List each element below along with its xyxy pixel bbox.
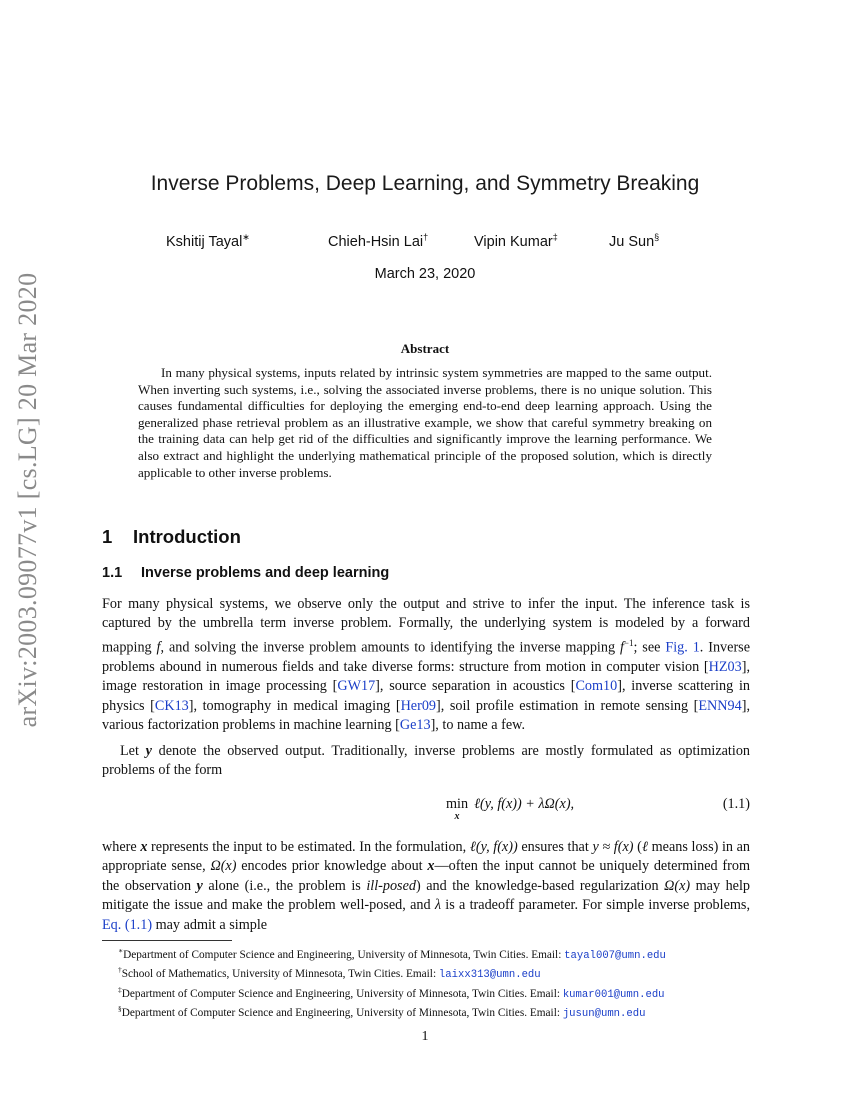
email-link[interactable]: jusun@umn.edu xyxy=(562,1007,646,1020)
text-run: alone (i.e., the problem is xyxy=(202,877,367,894)
arxiv-identifier: arXiv:2003.09077v1 [cs.LG] 20 Mar 2020 xyxy=(13,272,42,728)
citation-link[interactable]: HZ03 xyxy=(708,658,742,675)
equation-number: (1.1) xyxy=(722,796,750,812)
text-run: ], soil profile estimation in remote sensing [ xyxy=(436,697,699,714)
min-label: min xyxy=(446,796,469,812)
footnote-mark: § xyxy=(118,1004,122,1014)
author-mark: † xyxy=(423,232,429,242)
math-exponent: −1 xyxy=(623,637,634,648)
footnote-mark: ∗ xyxy=(118,946,124,955)
equation-body: ℓ(y, f(x)) + λΩ(x), xyxy=(474,796,575,812)
text-run: —often the input cannot be uniquely determined from the observation xyxy=(102,858,750,894)
math-omega: Ω(x) xyxy=(210,858,237,875)
footnote-mark: † xyxy=(118,965,122,975)
footnote-text: School of Mathematics, University of Minnesota, Twin Cities. Email: xyxy=(121,968,439,981)
min-operator xyxy=(446,796,468,821)
author-list xyxy=(166,232,686,252)
paragraph-intro xyxy=(102,595,750,736)
figure-reference-link[interactable]: Fig. 1 xyxy=(665,639,700,656)
author-1 xyxy=(166,232,250,250)
author-4 xyxy=(609,232,659,250)
text-run: is a tradeoff parameter. For simple inverse problems, xyxy=(441,897,750,914)
text-run: represents the input to be estimated. In the formulation, xyxy=(147,839,470,855)
text-run: means loss) in an appropriate sense, xyxy=(102,839,751,875)
author-name: Vipin Kumar xyxy=(474,233,553,250)
footnote-text: Department of Computer Science and Engineering, University of Minnesota, Twin Cities. Email: xyxy=(121,1006,563,1019)
author-3 xyxy=(474,232,558,250)
text-run: denote the observed output. Traditionally, inverse problems are mostly formulated as optimization problems of the form xyxy=(102,743,751,779)
equation-expression xyxy=(446,796,574,821)
paragraph-explanation xyxy=(102,838,750,935)
author-name: Chieh-Hsin Lai xyxy=(328,233,424,250)
text-run: ], source separation in acoustics [ xyxy=(375,678,576,695)
paper-date: March 23, 2020 xyxy=(374,266,476,282)
email-link[interactable]: kumar001@umn.edu xyxy=(562,988,665,1001)
text-run: ], various factorization problems in machine learning [ xyxy=(102,697,750,734)
text-run: ensures that xyxy=(517,839,593,855)
footnote-1 xyxy=(118,944,768,963)
text-run: ], inverse scattering in physics [ xyxy=(102,678,750,714)
text-run: ) and the knowledge-based regularization xyxy=(415,877,665,894)
math-approx: y ≈ f(x) xyxy=(592,839,634,855)
text-run: may admit a simple xyxy=(152,916,268,933)
math-omega: Ω(x) xyxy=(664,877,691,894)
text-run: encodes prior knowledge about xyxy=(236,858,428,875)
paragraph-formulation xyxy=(102,742,750,781)
footnote-3 xyxy=(118,983,768,1002)
text-run: may help mitigate the issue and make the problem well-posed, and xyxy=(102,877,750,914)
min-subscript: x xyxy=(454,811,460,822)
equation-1-1 xyxy=(102,796,750,826)
paper-title: Inverse Problems, Deep Learning, and Symmetry Breaking xyxy=(150,172,700,195)
abstract-text: In many physical systems, inputs related by intrinsic system symmetries are mapped to the same output. When inverting such systems, i.e., solving the associated inverse problems, there is no unique solution. This causes fundamental difficulties for deploying the emerging end-to-end deep learning approach. Using the generalized phase retrieval problem as an illustrative example, we show that careful symmetry breaking on the training data can help get rid of the difficulties and significantly improve the learning performance. We also extract and highlight the underlying mathematical principle of the proposed solution, which is directly applicable to other inverse problems. xyxy=(138,365,712,480)
footnote-text: Department of Computer Science and Engineering, University of Minnesota, Twin Cities. Email: xyxy=(123,948,565,961)
footnote-2 xyxy=(118,963,768,982)
text-run: ( xyxy=(633,839,642,855)
math-f-inverse: f xyxy=(619,639,624,656)
citation-link[interactable]: Her09 xyxy=(400,697,437,714)
citation-link[interactable]: Com10 xyxy=(575,678,618,695)
text-run: ; see xyxy=(633,639,666,656)
text-run: . Inverse problems abound in numerous fields and take diverse forms: structure from motion in computer vision [ xyxy=(102,639,750,675)
author-mark: ‡ xyxy=(552,232,558,242)
equation-reference-link[interactable]: Eq. (1.1) xyxy=(102,916,153,933)
author-mark: ∗ xyxy=(242,232,250,242)
page-number: 1 xyxy=(421,1029,429,1044)
section-title: Introduction xyxy=(133,526,241,547)
email-link[interactable]: tayal007@umn.edu xyxy=(564,949,666,962)
subsection-heading xyxy=(102,565,389,581)
author-2 xyxy=(328,232,428,250)
author-mark: § xyxy=(654,232,660,242)
math-loss: ℓ(y, f(x)) xyxy=(469,839,518,855)
math-x: x xyxy=(427,858,435,875)
math-x: x xyxy=(140,839,148,855)
math-f: f xyxy=(156,639,161,656)
math-ell: ℓ xyxy=(641,839,648,855)
text-run: ], tomography in medical imaging [ xyxy=(188,697,401,714)
footnote-4 xyxy=(118,1002,768,1021)
abstract-heading: Abstract xyxy=(400,341,450,356)
author-name: Ju Sun xyxy=(609,233,655,250)
footnote-rule xyxy=(102,940,232,941)
section-number: 1 xyxy=(102,526,113,547)
author-name: Kshitij Tayal xyxy=(166,233,243,250)
math-y: y xyxy=(196,877,203,894)
subsection-title: Inverse problems and deep learning xyxy=(141,565,390,581)
text-run: where xyxy=(102,839,141,855)
email-link[interactable]: laixx313@umn.edu xyxy=(438,969,541,982)
citation-link[interactable]: CK13 xyxy=(154,697,189,714)
text-run: , and solving the inverse problem amounts to identifying the inverse mapping xyxy=(160,639,620,656)
math-lambda: λ xyxy=(434,897,441,914)
footnote-mark: ‡ xyxy=(118,984,122,994)
text-run: Let xyxy=(120,743,146,759)
subsection-number: 1.1 xyxy=(102,565,123,581)
citation-link[interactable]: Ge13 xyxy=(399,717,431,734)
footnote-text: Department of Computer Science and Engineering, University of Minnesota, Twin Cities. Email: xyxy=(121,987,563,1000)
math-y: y xyxy=(145,743,152,759)
section-heading xyxy=(102,526,241,548)
citation-link[interactable]: GW17 xyxy=(337,678,376,695)
text-run: For many physical systems, we observe only the output and strive to infer the input. The inference task is captured by the umbrella term inverse problem. Formally, the underlying system is modeled by a forward mapping xyxy=(102,596,750,656)
footnotes xyxy=(118,944,768,1021)
text-run: ], image restoration in image processing [ xyxy=(102,658,750,695)
text-run: ], to name a few. xyxy=(430,717,525,734)
emphasis-ill-posed: ill-posed xyxy=(366,877,416,894)
citation-link[interactable]: ENN94 xyxy=(698,697,742,714)
